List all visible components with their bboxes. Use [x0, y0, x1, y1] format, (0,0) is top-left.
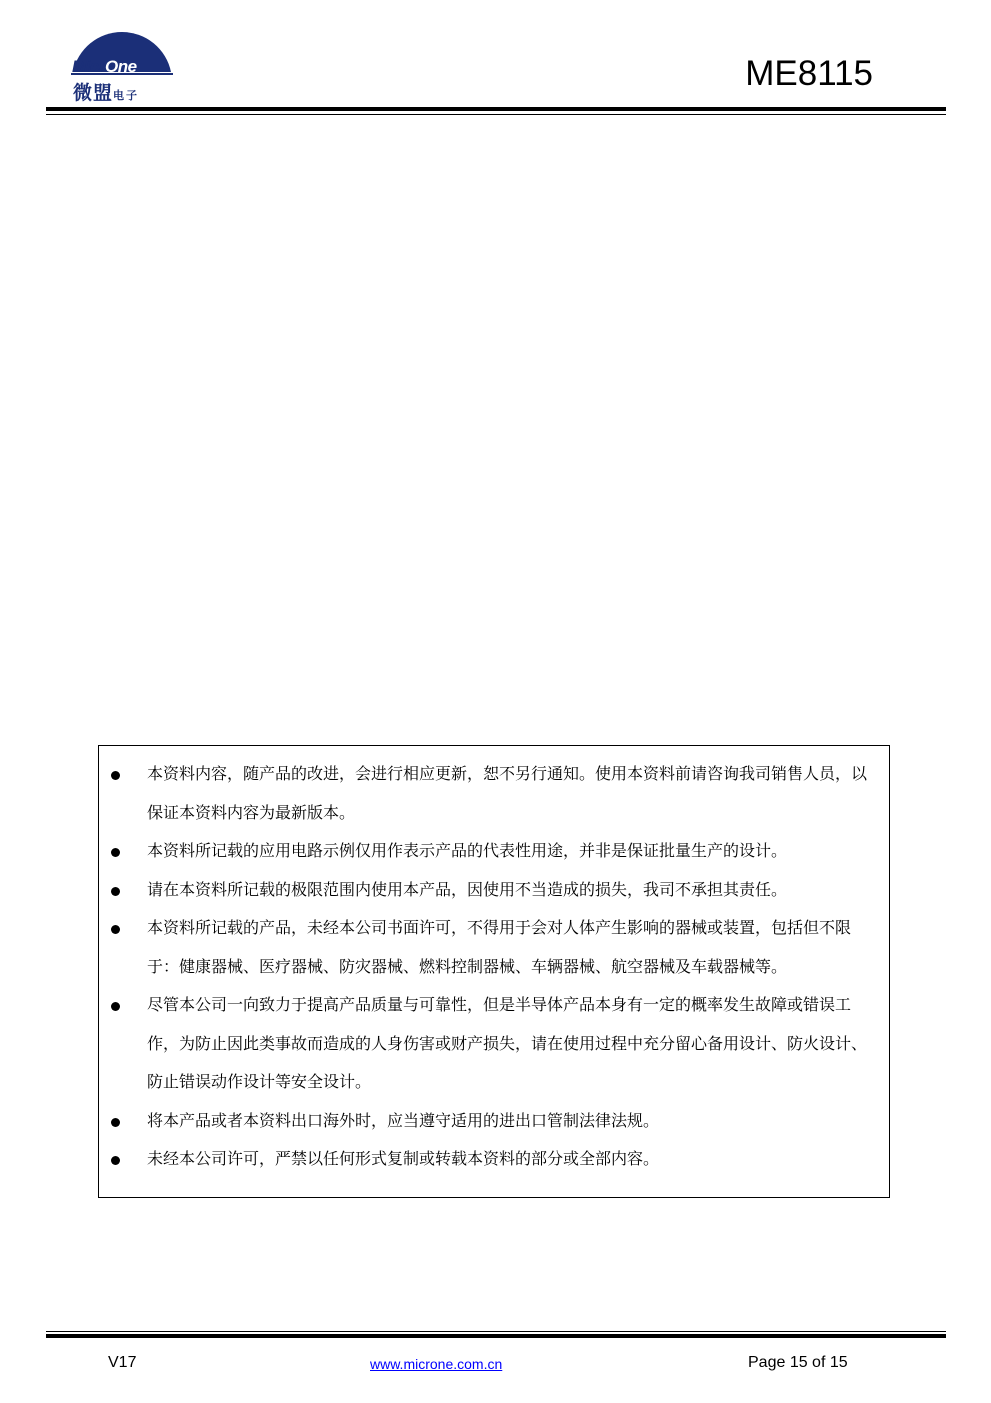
footer-rule-thick	[46, 1334, 946, 1338]
header-rule-thin	[46, 114, 946, 115]
bullet-icon	[111, 771, 120, 780]
bullet-icon	[111, 1002, 120, 1011]
footer-rule-thin	[46, 1331, 946, 1332]
footer-page-number: Page 15 of 15	[748, 1354, 848, 1371]
bullet-icon	[111, 925, 120, 934]
page-title: ME8115	[745, 54, 873, 93]
logo-text-chinese: 微盟电子	[73, 82, 140, 104]
disclaimer-list	[99, 746, 889, 1180]
footer-website-link[interactable]: www.microne.com.cn	[370, 1356, 503, 1372]
footer-version: V17	[108, 1354, 137, 1371]
disclaimer-item: 未经本公司许可，严禁以任何形式复制或转载本资料的部分或全部内容。	[99, 1141, 889, 1180]
disclaimer-item: 请在本资料所记载的极限范围内使用本产品，因使用不当造成的损失，我司不承担其责任。	[99, 872, 889, 911]
disclaimer-item: 本资料所记载的产品，未经本公司书面许可，不得用于会对人体产生影响的器械或装置，包括但不限于：健康器械、医疗器械、防灾器械、燃料控制器械、车辆器械、航空器械及车载器械等。	[99, 910, 889, 987]
disclaimer-box	[98, 745, 890, 1198]
bullet-icon	[111, 1156, 120, 1165]
company-logo	[70, 12, 175, 104]
disclaimer-item: 本资料所记载的应用电路示例仅用作表示产品的代表性用途，并非是保证批量生产的设计。	[99, 833, 889, 872]
disclaimer-item: 将本产品或者本资料出口海外时，应当遵守适用的进出口管制法律法规。	[99, 1103, 889, 1142]
bullet-icon	[111, 1118, 120, 1127]
bullet-icon	[111, 848, 120, 857]
disclaimer-item: 尽管本公司一向致力于提高产品质量与可靠性，但是半导体产品本身有一定的概率发生故障或错误工作，为防止因此类事故而造成的人身伤害或财产损失，请在使用过程中充分留心备用设计、防火设计、防止错误动作设计等安全设计。	[99, 987, 889, 1103]
logo-text-english: MicrOne	[72, 57, 137, 76]
bullet-icon	[111, 887, 120, 896]
header-rule-thick	[46, 107, 946, 111]
disclaimer-item: 本资料内容，随产品的改进，会进行相应更新，恕不另行通知。使用本资料前请咨询我司销售人员，以保证本资料内容为最新版本。	[99, 756, 889, 833]
